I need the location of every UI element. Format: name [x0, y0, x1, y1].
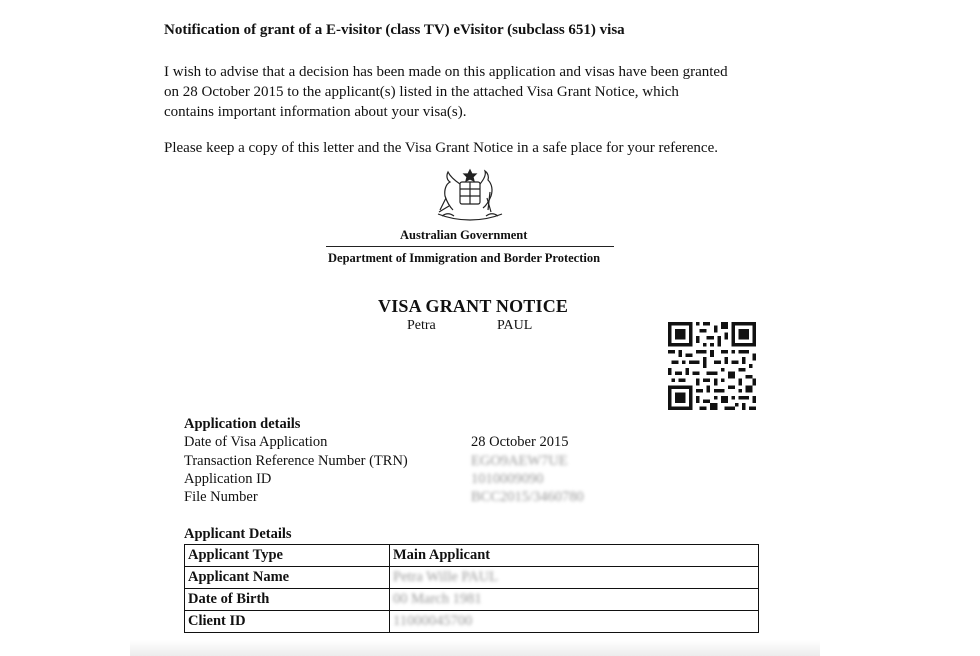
applicant-given-name: Petra [407, 318, 436, 333]
department-name: Department of Immigration and Border Protection [328, 251, 601, 265]
table-row [185, 567, 759, 589]
application-id-value: 1010009090 [471, 471, 544, 487]
applicant-type-value: Main Applicant [390, 545, 759, 567]
letter-heading: Notification of grant of a E-visitor (class TV) eVisitor (subclass 651) visa [164, 22, 625, 38]
letter-paragraph-2: Please keep a copy of this letter and the Visa Grant Notice in a safe place for your reference. [164, 140, 718, 156]
table-row [185, 589, 759, 611]
trn-label: Transaction Reference Number (TRN) [184, 453, 408, 469]
application-id-label: Application ID [184, 471, 272, 487]
application-date-value: 28 October 2015 [471, 434, 569, 450]
table-row [185, 545, 759, 567]
applicant-family-name: PAUL [497, 318, 533, 333]
government-name: Australian Government [400, 228, 528, 242]
coat-of-arms-icon [430, 168, 510, 226]
table-row [185, 611, 759, 633]
applicant-name-value: Petra Wille PAUL [390, 567, 759, 589]
file-number-label: File Number [184, 489, 258, 505]
paragraph-line: I wish to advise that a decision has been made on this application and visas have been granted [164, 64, 728, 80]
visa-grant-notice-title: VISA GRANT NOTICE [378, 296, 569, 316]
application-date-label: Date of Visa Application [184, 434, 328, 450]
paragraph-line: on 28 October 2015 to the applicant(s) listed in the attached Visa Grant Notice, which [164, 84, 679, 100]
application-details-title: Application details [184, 416, 301, 432]
letter-paragraph-1 [164, 62, 728, 122]
applicant-details-title: Applicant Details [184, 526, 292, 542]
client-id-value: 11000045700 [390, 611, 759, 633]
applicant-type-label: Applicant Type [185, 545, 390, 567]
qr-code-icon [668, 322, 756, 410]
file-number-value: BCC2015/3460780 [471, 489, 584, 505]
date-of-birth-value: 00 March 1981 [390, 589, 759, 611]
trn-value: EGO9AEW7UE [471, 453, 568, 469]
client-id-label: Client ID [185, 611, 390, 633]
applicant-name-label: Applicant Name [185, 567, 390, 589]
paragraph-line: contains important information about your visa(s). [164, 104, 467, 120]
letterhead-divider [326, 246, 614, 247]
applicant-details-table [184, 544, 759, 633]
date-of-birth-label: Date of Birth [185, 589, 390, 611]
page-bottom-shadow [130, 640, 820, 656]
